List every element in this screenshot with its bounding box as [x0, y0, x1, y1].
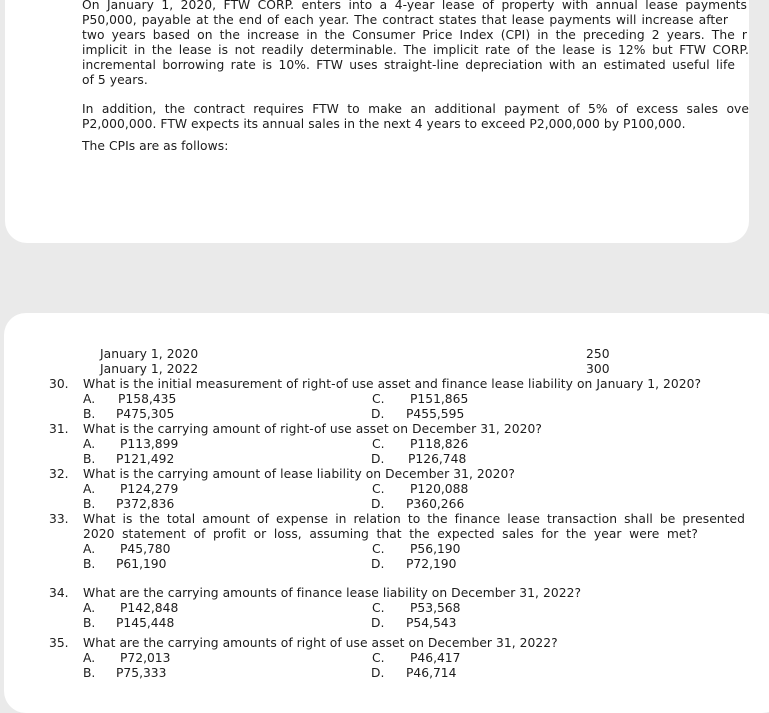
question-text: What is the carrying amount of lease liability on December 31, 2020?: [83, 467, 515, 481]
option-d: P455,595: [406, 407, 465, 421]
problem-card: [5, 0, 749, 243]
option-letter: A.: [83, 392, 96, 406]
question-number: 32.: [49, 467, 69, 481]
paragraph-line: P50,000, payable at the end of each year. The contract states that lease payments will increase after: [82, 13, 728, 27]
cpi-date: January 1, 2022: [100, 362, 199, 376]
option-letter: C.: [372, 542, 385, 556]
option-letter: B.: [83, 616, 96, 630]
option-d: P126,748: [408, 452, 467, 466]
question-text: What is the carrying amount of right-of use asset on December 31, 2020?: [83, 422, 542, 436]
cpi-intro: The CPIs are as follows:: [82, 139, 229, 153]
option-letter: A.: [83, 651, 96, 665]
option-letter: C.: [372, 601, 385, 615]
option-b: P75,333: [116, 666, 167, 680]
question-text: 2020 statement of profit or loss, assuming that the expected sales for the year were met?: [83, 527, 698, 541]
option-letter: D.: [371, 407, 385, 421]
option-d: P72,190: [406, 557, 457, 571]
option-c: P46,417: [410, 651, 461, 665]
option-letter: C.: [372, 651, 385, 665]
option-c: P56,190: [410, 542, 461, 556]
option-a: P158,435: [118, 392, 177, 406]
paragraph-line: of 5 years.: [82, 73, 148, 87]
paragraph-line: P2,000,000. FTW expects its annual sales in the next 4 years to exceed P2,000,000 by P100,000.: [82, 117, 686, 131]
question-number: 34.: [49, 586, 69, 600]
paragraph-line: two years based on the increase in the Consumer Price Index (CPI) in the preceding 2 years. The r: [82, 28, 747, 42]
option-a: P113,899: [120, 437, 179, 451]
paragraph-line: On January 1, 2020, FTW CORP. enters into a 4-year lease of property with annual lease payments: [82, 0, 747, 12]
question-text: What is the total amount of expense in relation to the finance lease transaction shall be presented: [83, 512, 745, 526]
questions-card: [4, 313, 769, 713]
question-number: 33.: [49, 512, 69, 526]
question-text: What are the carrying amounts of right of use asset on December 31, 2022?: [83, 636, 558, 650]
paragraph-line: In addition, the contract requires FTW to make an additional payment of 5% of excess sales ove: [82, 102, 749, 116]
option-letter: D.: [371, 497, 385, 511]
cpi-date: January 1, 2020: [100, 347, 199, 361]
option-c: P53,568: [410, 601, 461, 615]
option-a: P142,848: [120, 601, 179, 615]
option-letter: D.: [371, 666, 385, 680]
paragraph-line: incremental borrowing rate is 10%. FTW uses straight-line depreciation with an estimated useful life: [82, 58, 735, 72]
option-letter: C.: [372, 437, 385, 451]
option-a: P45,780: [120, 542, 171, 556]
cpi-value: 250: [586, 347, 610, 361]
option-letter: B.: [83, 452, 96, 466]
question-number: 31.: [49, 422, 69, 436]
option-letter: B.: [83, 497, 96, 511]
paragraph-line: implicit in the lease is not readily determinable. The implicit rate of the lease is 12% but FTW CORP.: [82, 43, 749, 57]
option-c: P118,826: [410, 437, 469, 451]
option-letter: A.: [83, 542, 96, 556]
cpi-value: 300: [586, 362, 610, 376]
option-d: P54,543: [406, 616, 457, 630]
question-number: 35.: [49, 636, 69, 650]
option-letter: A.: [83, 437, 96, 451]
option-b: P145,448: [116, 616, 175, 630]
option-b: P121,492: [116, 452, 175, 466]
option-b: P61,190: [116, 557, 167, 571]
option-b: P372,836: [116, 497, 175, 511]
question-text: What is the initial measurement of right-of use asset and finance lease liability on January 1, 2020?: [83, 377, 702, 391]
option-letter: B.: [83, 557, 96, 571]
option-letter: D.: [371, 452, 385, 466]
option-d: P360,266: [406, 497, 465, 511]
option-a: P124,279: [120, 482, 179, 496]
option-letter: B.: [83, 407, 96, 421]
option-letter: A.: [83, 601, 96, 615]
option-letter: A.: [83, 482, 96, 496]
option-b: P475,305: [116, 407, 175, 421]
option-letter: D.: [371, 616, 385, 630]
option-c: P120,088: [410, 482, 469, 496]
option-d: P46,714: [406, 666, 457, 680]
option-letter: D.: [371, 557, 385, 571]
question-text: What are the carrying amounts of finance lease liability on December 31, 2022?: [83, 586, 582, 600]
option-letter: B.: [83, 666, 96, 680]
option-letter: C.: [372, 392, 385, 406]
option-a: P72,013: [120, 651, 171, 665]
question-number: 30.: [49, 377, 69, 391]
option-c: P151,865: [410, 392, 469, 406]
option-letter: C.: [372, 482, 385, 496]
